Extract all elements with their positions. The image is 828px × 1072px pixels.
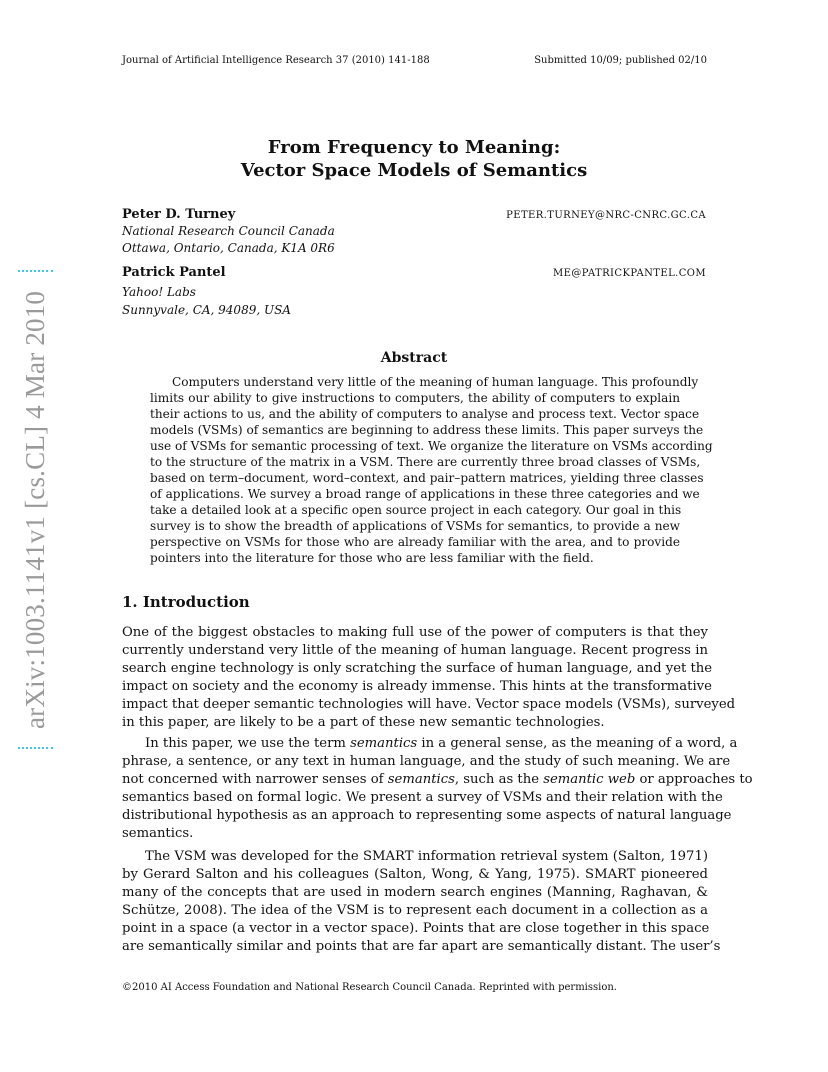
abstract-line: survey is to show the breadth of applications of VSMs for semantics, to provide a new	[150, 519, 680, 533]
body-text-line: distributional hypothesis as an approach to representing some aspects of natural language	[122, 808, 732, 823]
body-text-line: phrase, a sentence, or any text in human language, and the study of such meaning. We are	[122, 754, 731, 769]
author-email: ME@PATRICKPANTEL.COM	[553, 268, 706, 279]
arxiv-stamp	[18, 270, 58, 745]
paper-title-line-2: Vector Space Models of Semantics	[240, 160, 588, 181]
body-text-line: point in a space (a vector in a vector space). Points that are close together in this space	[122, 921, 710, 936]
abstract-line: take a detailed look at a specific open source project in each category. Our goal in this	[150, 503, 682, 517]
body-text-line: impact on society and the economy is already immense. This hints at the transformative	[122, 679, 712, 694]
body-text-line: by Gerard Salton and his colleagues (Salton, Wong, & Yang, 1975). SMART pioneered	[122, 867, 708, 882]
author-affiliation: Yahoo! Labs	[122, 285, 196, 299]
author-email: PETER.TURNEY@NRC-CNRC.GC.CA	[506, 210, 706, 221]
abstract-line: pointers into the literature for those who are less familiar with the field.	[150, 551, 594, 565]
body-text-line: The VSM was developed for the SMART information retrieval system (Salton, 1971)	[145, 849, 708, 864]
running-header-journal: Journal of Artificial Intelligence Research 37 (2010) 141-188	[122, 55, 430, 66]
body-text-line: One of the biggest obstacles to making full use of the power of computers is that they	[122, 625, 708, 640]
section-heading: 1. Introduction	[122, 593, 250, 611]
body-text-line: In this paper, we use the term semantics in a general sense, as the meaning of a word, a	[145, 736, 738, 751]
body-text-line: in this paper, are likely to be a part of these new semantic technologies.	[122, 715, 605, 730]
abstract-line: based on term–document, word–context, and pair–pattern matrices, yielding three classes	[150, 471, 704, 485]
body-text-line: semantics.	[122, 826, 194, 841]
body-text-line: not concerned with narrower senses of semantics, such as the semantic web or approaches to	[122, 772, 753, 787]
abstract-line: models (VSMs) of semantics are beginning to address these limits. This paper surveys the	[150, 423, 704, 437]
emphasis: semantics	[387, 772, 455, 787]
body-text-line: semantics based on formal logic. We present a survey of VSMs and their relation with the	[122, 790, 723, 805]
paper-title-line-1: From Frequency to Meaning:	[267, 137, 561, 158]
abstract-line: perspective on VSMs for those who are already familiar with the area, and to provide	[150, 535, 680, 549]
emphasis: semantic web	[543, 772, 636, 787]
body-text-line: currently understand very little of the meaning of human language. Recent progress in	[122, 643, 708, 658]
abstract-line: their actions to us, and the ability of computers to analyse and process text. Vector space	[150, 407, 700, 421]
running-header-dates: Submitted 10/09; published 02/10	[534, 55, 707, 66]
emphasis: semantics	[350, 736, 418, 751]
abstract-line: of applications. We survey a broad range of applications in these three categories and we	[150, 487, 700, 501]
author-affiliation: National Research Council Canada	[122, 224, 335, 238]
body-text-line: are semantically similar and points that are far apart are semantically distant. The user’s	[122, 939, 721, 954]
author-address: Sunnyvale, CA, 94089, USA	[122, 303, 291, 317]
abstract-heading: Abstract	[380, 350, 448, 366]
author-name: Peter D. Turney	[122, 207, 236, 222]
author-name: Patrick Pantel	[122, 265, 226, 280]
abstract-line: limits our ability to give instructions to computers, the ability of computers to explain	[150, 391, 680, 405]
copyright-footer: ©2010 AI Access Foundation and National Research Council Canada. Reprinted with permission.	[122, 982, 617, 993]
body-text-line: many of the concepts that are used in modern search engines (Manning, Raghavan, &	[122, 885, 708, 900]
abstract-line: Computers understand very little of the meaning of human language. This profoundly	[172, 375, 699, 389]
arxiv-identifier: arXiv:1003.1141v1 [cs.CL] 4 Mar 2010	[18, 270, 53, 749]
body-text-line: Schütze, 2008). The idea of the VSM is to represent each document in a collection as a	[122, 903, 708, 918]
body-text-line: search engine technology is only scratching the surface of human language, and yet the	[122, 661, 713, 676]
abstract-line: to the structure of the matrix in a VSM. There are currently three broad classes of VSMs,	[150, 455, 701, 469]
body-text-line: impact that deeper semantic technologies will have. Vector space models (VSMs), surveyed	[122, 697, 736, 712]
author-address: Ottawa, Ontario, Canada, K1A 0R6	[122, 241, 335, 255]
abstract-line: use of VSMs for semantic processing of text. We organize the literature on VSMs according	[150, 439, 713, 453]
